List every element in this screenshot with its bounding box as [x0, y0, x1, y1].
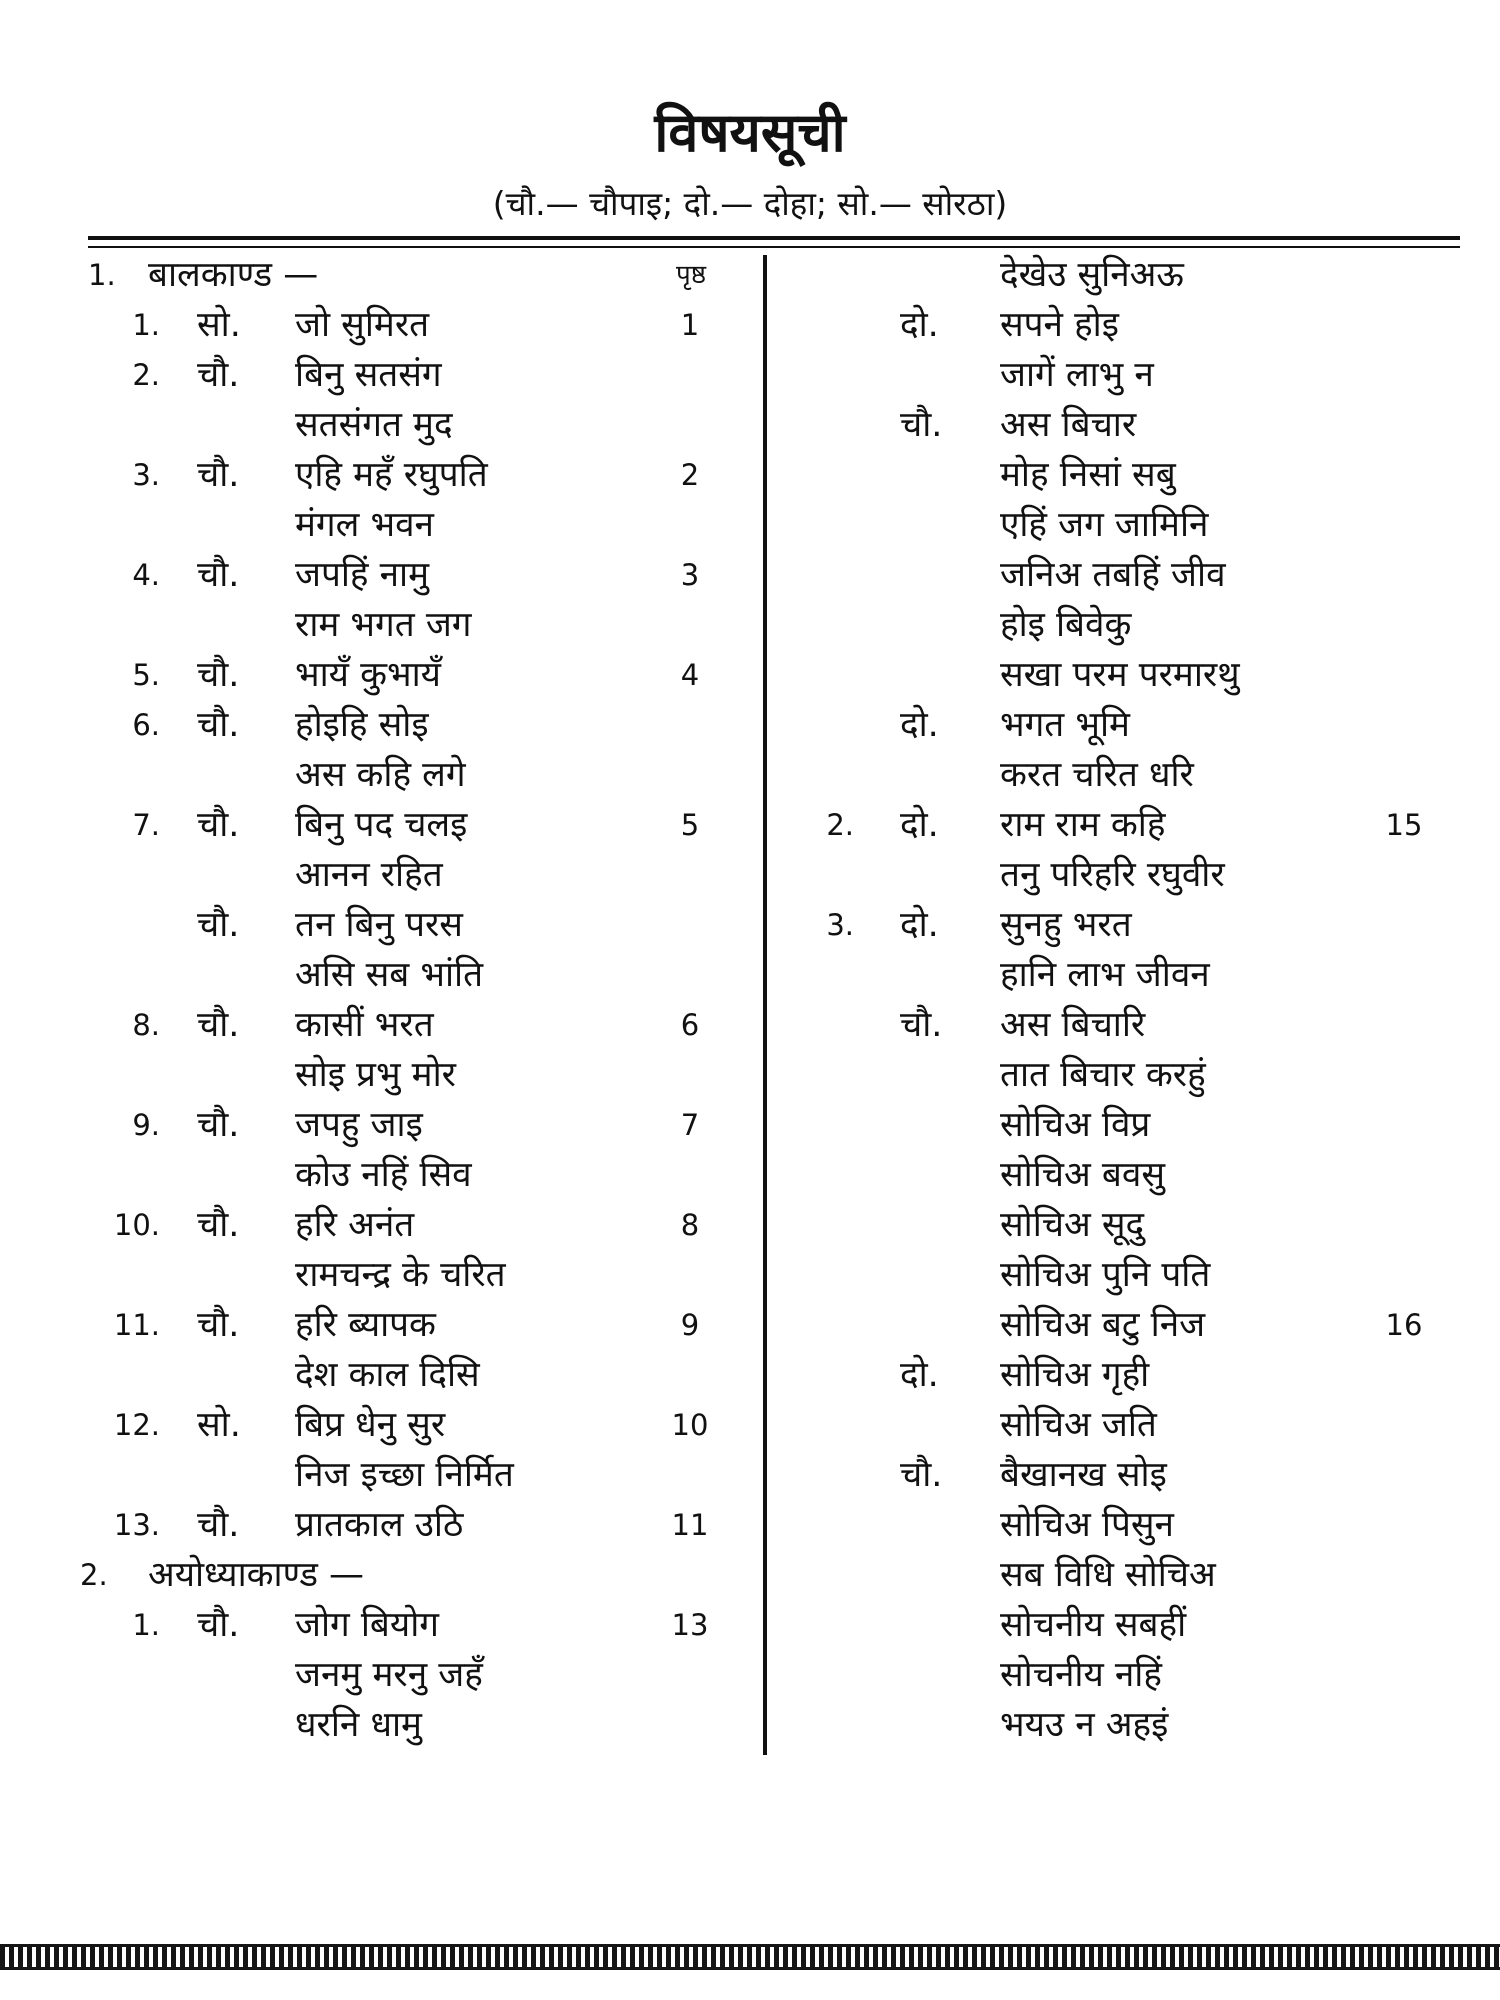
entry-text: जोग बियोग — [295, 1605, 439, 1645]
toc-entry — [0, 1400, 709, 1450]
header-rule-thick — [88, 236, 1460, 240]
entry-number: 3. — [826, 908, 854, 942]
entry-text: बिप्र धेनु सुर — [295, 1405, 446, 1445]
entry-text: भगत भूमि — [1000, 705, 1130, 745]
toc-entry — [0, 400, 600, 450]
entry-text: जपहिं नामु — [295, 555, 430, 595]
entry-number: 9. — [132, 1108, 160, 1142]
page-number: 9 — [680, 1308, 700, 1342]
entry-text: मोह निसां सबु — [1000, 455, 1176, 495]
entry-text: करत चरित धरि — [1000, 755, 1194, 795]
entry-text: बिनु पद चलइ — [295, 805, 468, 845]
toc-entry — [0, 650, 700, 700]
verse-type: चौ. — [197, 705, 240, 745]
verse-type: चौ. — [197, 355, 240, 395]
toc-entry — [770, 1550, 1490, 1600]
section-number: 1. — [88, 258, 116, 292]
entry-text: बिनु सतसंग — [295, 355, 442, 395]
verse-type: चौ. — [900, 1455, 943, 1495]
toc-entry — [0, 950, 600, 1000]
toc-entry — [770, 650, 1490, 700]
toc-entry — [0, 800, 700, 850]
toc-entry — [0, 1350, 600, 1400]
entry-text: धरनि धामु — [295, 1705, 422, 1745]
toc-entry — [770, 250, 1490, 300]
entry-text: अस बिचारि — [1000, 1005, 1146, 1045]
toc-entry — [770, 600, 1490, 650]
entry-text: हरि अनंत — [295, 1205, 415, 1245]
entry-text: बैखानख सोइ — [1000, 1455, 1167, 1495]
toc-entry — [770, 300, 1490, 350]
entry-text: असि सब भांति — [295, 955, 484, 995]
page-number: 3 — [680, 558, 700, 592]
toc-entry — [770, 1700, 1490, 1750]
toc-entry — [0, 450, 700, 500]
page-number: 13 — [671, 1608, 709, 1642]
entry-text: सोचिअ सूदु — [1000, 1205, 1145, 1245]
verse-type: चौ. — [197, 555, 240, 595]
header-rule-thin — [88, 246, 1460, 248]
toc-entry — [770, 1200, 1490, 1250]
entry-text: देश काल दिसि — [295, 1355, 480, 1395]
entry-text: सब विधि सोचिअ — [1000, 1555, 1216, 1595]
toc-entry — [0, 300, 700, 350]
toc-entry — [0, 600, 600, 650]
toc-entry — [0, 900, 600, 950]
entry-number: 5. — [132, 658, 160, 692]
section-number: 2. — [80, 1558, 108, 1592]
toc-entry — [770, 750, 1490, 800]
entry-text: अस कहि लगे — [295, 755, 466, 795]
verse-type: चौ. — [197, 1505, 240, 1545]
page-number: 6 — [680, 1008, 700, 1042]
entry-number: 7. — [132, 808, 160, 842]
entry-text: हरि ब्यापक — [295, 1305, 436, 1345]
entry-text: सोचिअ पिसुन — [1000, 1505, 1174, 1545]
toc-entry — [0, 1700, 600, 1750]
entry-number: 2. — [826, 808, 854, 842]
entry-number: 1. — [132, 1608, 160, 1642]
entry-text: एहि महँ रघुपति — [295, 455, 488, 495]
entry-text: सखा परम परमारथु — [1000, 655, 1240, 695]
toc-entry — [770, 400, 1490, 450]
entry-text: सोचिअ बवसु — [1000, 1155, 1165, 1195]
entry-number: 2. — [132, 358, 160, 392]
page-column-header: पृष्ठ — [675, 260, 707, 290]
toc-entry — [770, 1650, 1490, 1700]
entry-text: तन बिनु परस — [295, 905, 463, 945]
toc-entry — [770, 700, 1490, 750]
entry-text: सतसंगत मुद — [295, 405, 453, 445]
verse-type: चौ. — [197, 1205, 240, 1245]
entry-text: तनु परिहरि रघुवीर — [1000, 855, 1225, 895]
toc-entry — [770, 900, 1490, 950]
entry-number: 10. — [113, 1208, 160, 1242]
entry-text: सोचनीय नहिं — [1000, 1655, 1162, 1695]
section-heading-ayodhyakand — [0, 1550, 760, 1600]
decorative-bottom-border — [0, 1944, 1500, 1970]
verse-type: चौ. — [197, 1105, 240, 1145]
verse-type: सो. — [197, 305, 241, 345]
toc-entry — [770, 1450, 1490, 1500]
verse-type: चौ. — [197, 805, 240, 845]
entry-number: 3. — [132, 458, 160, 492]
toc-entry — [0, 700, 600, 750]
page-number: 16 — [1385, 1308, 1423, 1342]
entry-text: निज इच्छा निर्मित — [295, 1455, 514, 1495]
entry-text: राम भगत जग — [295, 605, 472, 645]
entry-text: सोचिअ विप्र — [1000, 1105, 1151, 1145]
entry-text: आनन रहित — [295, 855, 443, 895]
entry-text: सपने होइ — [1000, 305, 1119, 345]
page-number: 8 — [680, 1208, 700, 1242]
entry-text: सोचिअ गृही — [1000, 1355, 1150, 1395]
entry-text: जो सुमिरत — [295, 305, 430, 345]
entry-text: राम राम कहि — [1000, 805, 1166, 845]
entry-number: 12. — [113, 1408, 160, 1442]
toc-entry — [0, 1600, 709, 1650]
verse-type: दो. — [900, 905, 939, 945]
entry-text: कोउ नहिं सिव — [295, 1155, 472, 1195]
verse-type: सो. — [197, 1405, 241, 1445]
toc-entry — [0, 1250, 600, 1300]
entry-number: 11. — [113, 1308, 160, 1342]
toc-entry — [770, 350, 1490, 400]
toc-entry — [770, 1500, 1490, 1550]
verse-type: दो. — [900, 305, 939, 345]
toc-entry — [770, 850, 1490, 900]
entry-text: भायँ कुभायँ — [295, 655, 441, 695]
toc-entry — [0, 850, 600, 900]
verse-type: चौ. — [197, 905, 240, 945]
toc-entry — [0, 1650, 600, 1700]
verse-type: दो. — [900, 705, 939, 745]
toc-entry — [0, 750, 600, 800]
entry-text: एहिं जग जामिनि — [1000, 505, 1209, 545]
entry-text: सोचनीय सबहीं — [1000, 1605, 1187, 1645]
toc-entry — [770, 1150, 1490, 1200]
entry-number: 1. — [132, 308, 160, 342]
verse-type: चौ. — [197, 655, 240, 695]
page-number: 10 — [671, 1408, 709, 1442]
page-number: 4 — [680, 658, 700, 692]
toc-entry — [770, 1350, 1490, 1400]
abbreviation-legend: (चौ.— चौपाइ; दो.— दोहा; सो.— सोरठा) — [492, 184, 1008, 223]
page-number: 7 — [680, 1108, 700, 1142]
entry-number: 6. — [132, 708, 160, 742]
toc-entry — [770, 1050, 1490, 1100]
page-number: 2 — [680, 458, 700, 492]
entry-text: सोचिअ बटु निज — [1000, 1305, 1206, 1345]
section-heading-balkand — [0, 250, 760, 300]
entry-text: रामचन्द्र के चरित — [295, 1255, 506, 1295]
entry-text: जनिअ तबहिं जीव — [1000, 555, 1226, 595]
toc-entry — [770, 950, 1490, 1000]
toc-entry — [0, 1050, 600, 1100]
entry-text: सोइ प्रभु मोर — [295, 1055, 456, 1095]
toc-entry — [0, 1300, 700, 1350]
page-number: 1 — [680, 308, 700, 342]
toc-entry — [770, 1000, 1490, 1050]
entry-text: भयउ न अहइं — [1000, 1705, 1169, 1745]
verse-type: चौ. — [197, 1005, 240, 1045]
entry-text: जनमु मरनु जहँ — [295, 1655, 483, 1695]
toc-entry — [770, 1300, 1490, 1350]
toc-entry — [0, 1450, 600, 1500]
toc-entry — [0, 1150, 600, 1200]
toc-entry — [0, 1000, 700, 1050]
entry-text: कासीं भरत — [295, 1005, 434, 1045]
entry-text: होइहि सोइ — [295, 705, 429, 745]
entry-text: जपहु जाइ — [295, 1105, 423, 1145]
entry-text: तात बिचार करहुं — [1000, 1055, 1206, 1095]
page-number: 5 — [680, 808, 700, 842]
verse-type: चौ. — [197, 455, 240, 495]
toc-entry — [0, 1100, 700, 1150]
verse-type: चौ. — [900, 1005, 943, 1045]
page-title: विषयसूची — [654, 101, 846, 164]
toc-entry — [0, 550, 700, 600]
entry-text: होइ बिवेकु — [1000, 605, 1132, 645]
entry-text: अस बिचार — [1000, 405, 1137, 445]
toc-entry — [770, 500, 1490, 550]
toc-entry — [770, 1600, 1490, 1650]
entry-number: 4. — [132, 558, 160, 592]
page-number: 11 — [671, 1508, 709, 1542]
entry-number: 13. — [113, 1508, 160, 1542]
page-number: 15 — [1385, 808, 1423, 842]
entry-text: जागें लाभु न — [1000, 355, 1154, 395]
toc-entry — [770, 550, 1490, 600]
verse-type: चौ. — [197, 1305, 240, 1345]
section-title: अयोध्याकाण्ड — — [148, 1555, 365, 1595]
entry-text: प्रातकाल उठि — [295, 1505, 464, 1545]
verse-type: दो. — [900, 1355, 939, 1395]
toc-entry — [0, 1500, 709, 1550]
verse-type: दो. — [900, 805, 939, 845]
column-divider — [763, 255, 767, 1755]
toc-entry — [0, 350, 600, 400]
toc-entry — [0, 500, 600, 550]
toc-entry — [770, 450, 1490, 500]
verse-type: चौ. — [197, 1605, 240, 1645]
entry-text: देखेउ सुनिअऊ — [1000, 255, 1184, 295]
entry-text: सुनहु भरत — [1000, 905, 1132, 945]
entry-number: 8. — [132, 1008, 160, 1042]
entry-text: मंगल भवन — [295, 505, 434, 545]
toc-entry — [770, 1100, 1490, 1150]
toc-entry — [0, 1200, 700, 1250]
entry-text: सोचिअ जति — [1000, 1405, 1157, 1445]
toc-entry — [770, 1250, 1490, 1300]
entry-text: सोचिअ पुनि पति — [1000, 1255, 1211, 1295]
toc-entry — [770, 1400, 1490, 1450]
verse-type: चौ. — [900, 405, 943, 445]
toc-entry — [770, 800, 1490, 850]
section-title: बालकाण्ड — — [148, 255, 319, 295]
entry-text: हानि लाभ जीवन — [1000, 955, 1210, 995]
